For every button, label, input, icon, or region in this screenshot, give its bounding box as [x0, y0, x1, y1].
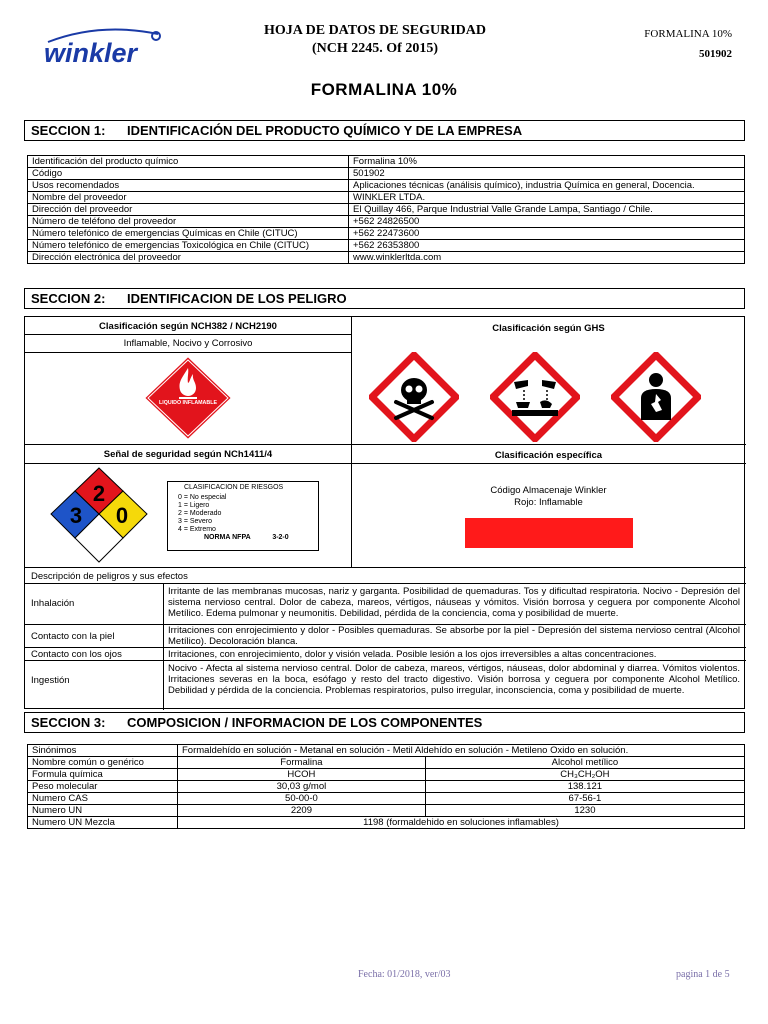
hazard-text: Nocivo - Afecta al sistema nervioso central. Dolor de cabeza, mareos, vértigos, náuseas, dolor abdominal y diarrea. Vómitos violentos. Irritaciones severas en la boca, esófago y resto del tracto digestivo. Visión borrosa y ceguera por componente Alcohol Metílico. Debilidad y pérdida de la conciencia. Problemas respiratorios, pulso irregular, inconsciencia, coma y posibilidad de muerte. — [168, 663, 740, 696]
field-value: +562 24826500 — [349, 216, 745, 228]
field-value: Formalina 10% — [349, 156, 745, 168]
synonyms-value: Formaldehído en solución - Metanal en solución - Metil Aldehído en solución - Metileno Oxido en solución. — [178, 745, 745, 757]
hazard-text: Irritante de las membranas mucosas, nariz y garganta. Posibilidad de quemaduras. Tos y dificultad respiratoria. Nocivo - Depresión del sistema nervioso central. Dolor de cabeza, mareos, vértigos, náuseas y vómitos. Visión borrosa y ceguera por componente Alcohol Metílico. Edema pulmonar y neumonitis. Debilidad, pérdida de la conciencia, coma y posibilidad de muerte. — [168, 586, 740, 619]
section1-number: SECCION 1: — [31, 123, 106, 138]
table-row — [28, 204, 745, 216]
field-label: Usos recomendados — [28, 180, 349, 192]
section1-title: IDENTIFICACIÓN DEL PRODUCTO QUÍMICO Y DE LA EMPRESA — [127, 123, 523, 138]
norma-value: 3-2-0 — [272, 534, 289, 541]
section3-title: COMPOSICION / INFORMACION DE LOS COMPONENTES — [127, 715, 483, 730]
field-value: www.winklerltda.com — [349, 252, 745, 264]
field-label: Número telefónico de emergencias Químicas en Chile (CITUC) — [28, 228, 349, 240]
winkler-logo — [40, 28, 165, 70]
field-value: HCOH — [178, 769, 426, 781]
section2-number: SECCION 2: — [31, 291, 106, 306]
table-row — [28, 192, 745, 204]
field-value: 138.121 — [425, 781, 744, 793]
nch-classification-label: Clasificación según NCH382 / NCH2190 — [99, 321, 277, 332]
table-row — [28, 216, 745, 228]
nch-classification-text: Inflamable, Nocivo y Corrosivo — [123, 338, 253, 349]
section1-heading — [24, 120, 745, 141]
hazard-label: Contacto con la piel — [31, 631, 115, 642]
table-row — [28, 168, 745, 180]
ghs-classification-label: Clasificación según GHS — [492, 323, 605, 334]
field-label: Peso molecular — [28, 781, 178, 793]
field-value: WINKLER LTDA. — [349, 192, 745, 204]
field-label: Formula química — [28, 769, 178, 781]
hazard-text: Irritaciones, con enrojecimiento, dolor y visión velada. Posible lesión a los ojos irreversibles a altas concentraciones. — [168, 649, 657, 660]
risk-level: 2 = Moderado — [178, 510, 222, 517]
skull-crossbones-icon — [369, 352, 459, 442]
header-title — [200, 22, 550, 58]
storage-color-label: Rojo: Inflamable — [514, 497, 583, 508]
risk-level: 3 = Severo — [178, 518, 213, 525]
specific-classification-label: Clasificación específica — [494, 450, 603, 461]
header-code: 501902 — [699, 48, 732, 60]
header-title-line2: (NCH 2245. Of 2015) — [312, 41, 438, 56]
risk-level: 0 = No especial — [178, 494, 227, 501]
risk-box-title: CLASIFICACION DE RIESGOS — [184, 484, 284, 491]
corrosion-icon — [490, 352, 580, 442]
field-label: Código — [28, 168, 349, 180]
nfpa-health: 3 — [69, 503, 83, 528]
field-value: 501902 — [349, 168, 745, 180]
field-label: Dirección electrónica del proveedor — [28, 252, 349, 264]
signal-label: Señal de seguridad según NCh1411/4 — [103, 449, 273, 460]
field-value: 50-00-0 — [178, 793, 426, 805]
section2-heading — [24, 288, 745, 309]
table-row — [28, 793, 745, 805]
section2-title: IDENTIFICACION DE LOS PELIGRO — [127, 291, 347, 306]
health-hazard-icon — [611, 352, 701, 442]
field-value: Aplicaciones técnicas (análisis químico), industria Química en general, Docencia. — [349, 180, 745, 192]
hazard-label: Inhalación — [31, 598, 75, 609]
table-row — [28, 745, 745, 757]
footer-page-number: pagina 1 de 5 — [676, 969, 730, 980]
table-row — [28, 769, 745, 781]
section1-table — [27, 155, 745, 264]
field-value: 1230 — [425, 805, 744, 817]
section3-table — [27, 744, 745, 829]
table-row — [28, 805, 745, 817]
svg-text:LIQUIDO INFLAMABLE: LIQUIDO INFLAMABLE — [159, 400, 217, 406]
table-row — [28, 240, 745, 252]
norma-label: NORMA NFPA — [204, 534, 251, 541]
hazard-text: Irritaciones con enrojecimiento y dolor - Posibles quemaduras. Se absorbe por la piel - Depresión del sistema nervioso central (Alcohol Metílico). Decoloración blanca. — [168, 625, 740, 647]
nfpa-fire: 2 — [92, 481, 106, 506]
synonyms-label: Sinónimos — [28, 745, 178, 757]
hazard-label: Contacto con los ojos — [31, 649, 122, 660]
table-row — [28, 817, 745, 829]
header-product: FORMALINA 10% — [644, 28, 732, 40]
table-row — [28, 781, 745, 793]
field-label: Dirección del proveedor — [28, 204, 349, 216]
document-title: FORMALINA 10% — [310, 80, 458, 99]
flammable-liquid-pictogram — [138, 354, 238, 442]
table-row — [28, 228, 745, 240]
field-value: +562 26353800 — [349, 240, 745, 252]
field-label: Nombre común o genérico — [28, 757, 178, 769]
nfpa-diamond — [49, 467, 149, 563]
storage-color-swatch — [465, 518, 633, 548]
field-value: Formalina — [178, 757, 426, 769]
header-title-line1: HOJA DE DATOS DE SEGURIDAD — [264, 23, 486, 38]
nfpa-reactivity: 0 — [115, 503, 129, 528]
header-product-info — [644, 24, 732, 64]
table-row — [28, 180, 745, 192]
field-label: Numero UN — [28, 805, 178, 817]
field-label: Numero UN Mezcla — [28, 817, 178, 829]
field-label: Identificación del producto químico — [28, 156, 349, 168]
hazard-label: Ingestión — [31, 675, 70, 686]
field-label: Nombre del proveedor — [28, 192, 349, 204]
field-value: 67-56-1 — [425, 793, 744, 805]
section3-number: SECCION 3: — [31, 715, 106, 730]
section3-heading — [24, 712, 745, 733]
field-label: Número telefónico de emergencias Toxicológica en Chile (CITUC) — [28, 240, 349, 252]
field-value: 30,03 g/mol — [178, 781, 426, 793]
field-value: Alcohol metílico — [425, 757, 744, 769]
risk-level: 4 = Extremo — [178, 526, 216, 533]
storage-code-label: Código Almacenaje Winkler — [490, 485, 607, 496]
svg-text:winkler: winkler — [44, 38, 138, 68]
hazard-identification-box: Clasificación según NCH382 / NCH2190 Inflamable, Nocivo y Corrosivo LIQUIDO INFLAMABLE Clasificación según GHS Señal de seguridad según NCh1411/4 Clasificación específica 2 3 0 CLASIFICACION DE RIESGOS 0 = No especial 1 = Ligero 2 = Moderado 3 = Severo 4 = Extremo NORMA NFPA 3-2-0 Código Almacenaje Winkler Rojo: Inflamable Descripción de peligros y sus efectos Inhalación Irritante de las membranas mucosas, nariz y garganta. Posibilidad de quemaduras. Tos y dificultad respiratoria. Nocivo - Depresión del sistema nervioso central. Dolor de cabeza, mareos, vértigos, náuseas y vómitos. Visión borrosa y ceguera por componente Alcohol Metílico. Edema pulmonar y neumonitis. Debilidad, pérdida de la conciencia, coma y posibilidad de muerte. Contacto con la piel Irritaciones con enrojecimiento y dolor - Posibles quemaduras. Se absorbe por la piel - Depresión del sistema nervioso central (Alcohol Metílico). Decoloración blanca. Contacto con los ojos Irritaciones, con enrojecimiento, dolor y visión velada. Posible lesión a los ojos irreversibles a altas concentraciones. Ingestión Nocivo - Afecta al sistema nervioso central. Dolor de cabeza, mareos, vértigos, náuseas, dolor abdominal y diarrea. Vómitos violentos. Irritaciones severas en la boca, esófago y resto del tracto digestivo. Visión borrosa y ceguera por componente Alcohol Metílico. Debilidad y pérdida de la conciencia. Problemas respiratorios, pulso irregular, inconsciencia, coma y posibilidad de muerte. — [24, 316, 745, 709]
norma-nfpa — [178, 534, 318, 542]
field-label: Número de teléfono del proveedor — [28, 216, 349, 228]
field-value: El Quillay 466, Parque Industrial Valle Grande Lampa, Santiago / Chile. — [349, 204, 745, 216]
table-row — [28, 757, 745, 769]
risk-level: 1 = Ligero — [178, 502, 210, 509]
field-value: 2209 — [178, 805, 426, 817]
field-label: Numero CAS — [28, 793, 178, 805]
field-value: +562 22473600 — [349, 228, 745, 240]
table-row — [28, 156, 745, 168]
table-row — [28, 252, 745, 264]
field-value: CH₃CH₂OH — [425, 769, 744, 781]
risk-classification-box — [167, 481, 319, 551]
field-value: 1198 (formaldehido en soluciones inflamables) — [178, 817, 745, 829]
footer-date: Fecha: 01/2018, ver/03 — [358, 969, 451, 980]
